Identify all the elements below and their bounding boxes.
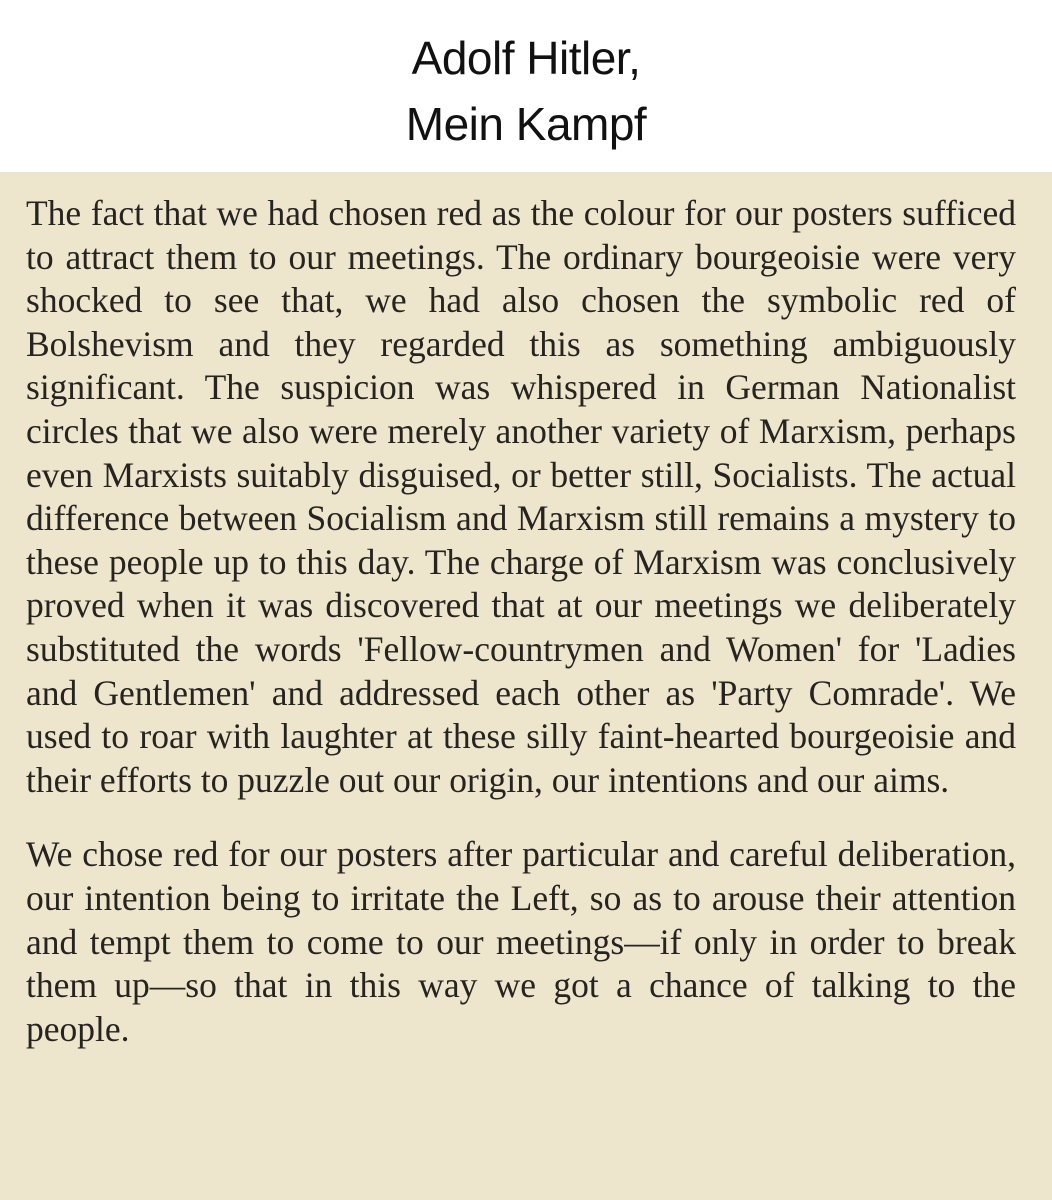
caption-header xyxy=(0,0,1052,172)
paragraph-1: The fact that we had chosen red as the colour for our posters sufficed to attract them to our meetings. The ordinary bourgeoisie were very shocked to see that, we had also chosen the symbolic red of Bolshevism and they regarded this as something ambiguously significant. The suspicion was whispered in German Nationalist circles that we also were merely another variety of Marxism, perhaps even Marxists suitably disguised, or better still, Socialists. The actual difference between Socialism and Marxism still remains a mystery to these people up to this day. The charge of Marxism was conclusively proved when it was discovered that at our meetings we deliberately substituted the words 'Fellow-countrymen and Women' for 'Ladies and Gentlemen' and addressed each other as 'Party Comrade'. We used to roar with laughter at these silly faint-hearted bourgeoisie and their efforts to puzzle out our origin, our intentions and our aims. xyxy=(26,193,1016,800)
caption-author: Adolf Hitler, xyxy=(411,32,641,84)
book-page xyxy=(0,172,1052,1200)
caption-book-title: Mein Kampf xyxy=(405,98,647,150)
excerpt-text xyxy=(26,192,1016,1051)
paragraph-2: We chose red for our posters after particular and careful deliberation, our intention being to irritate the Left, so as to arouse their attention and tempt them to come to our meetings—if only in order to break them up—so that in this way we got a chance of talking to the people. xyxy=(26,834,1016,1049)
